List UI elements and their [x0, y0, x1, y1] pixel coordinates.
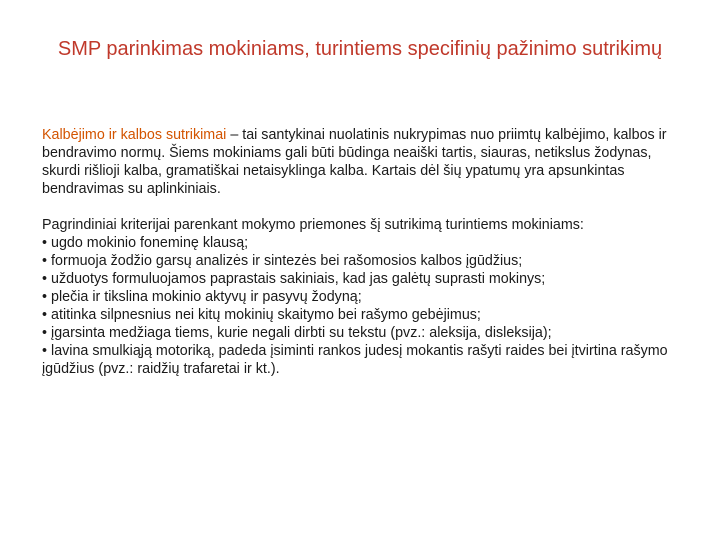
slide-title: SMP parinkimas mokiniams, turintiems specifinių pažinimo sutrikimų [57, 38, 663, 60]
bullet-icon: • [42, 235, 48, 251]
bullet-icon: • [42, 325, 48, 341]
list-item-text: ugdo mokinio foneminę klausą; [51, 235, 249, 251]
list-item-text: užduotys formuluojamos paprastais sakiniais, kad jas galėtų suprasti mokinys; [51, 271, 546, 287]
bullet-icon: • [42, 253, 48, 269]
definition-text: – tai santykinai nuolatinis nukrypimas nuo priimtų kalbėjimo, kalbos ir bendravimo normų. Šiems mokiniams gali būti būdinga neaiški tartis, siauras, netikslus žodynas, skurdi rišlioji kalba, gramatiškai netaisyklinga kalba. Kartais dėl šių ypatumų yra apsunkintas bendravimas su aplinkiniais. [42, 127, 667, 197]
bullet-icon: • [42, 289, 48, 305]
list-item [42, 342, 692, 378]
list-item-text: įgarsinta medžiaga tiems, kurie negali dirbti su tekstu (pvz.: aleksija, disleksija); [51, 325, 552, 341]
list-item [42, 288, 692, 306]
list-item-text: plečia ir tikslina mokinio aktyvų ir pasyvų žodyną; [51, 289, 362, 305]
list-item [42, 306, 692, 324]
list-item-text: atitinka silpnesnius nei kitų mokinių skaitymo bei rašymo gebėjimus; [51, 307, 481, 323]
criteria-intro: Pagrindiniai kriterijai parenkant mokymo priemones šį sutrikimą turintiems mokiniams: [42, 217, 584, 233]
definition-term: Kalbėjimo ir kalbos sutrikimai [42, 127, 227, 143]
list-item [42, 234, 692, 252]
list-item [42, 324, 692, 342]
list-item [42, 270, 692, 288]
criteria-list [42, 234, 692, 378]
bullet-icon: • [42, 271, 48, 287]
definition-paragraph [42, 126, 692, 198]
bullet-icon: • [42, 307, 48, 323]
list-item [42, 252, 692, 270]
list-item-text: formuoja žodžio garsų analizės ir sintezės bei rašomosios kalbos įgūdžius; [51, 253, 523, 269]
bullet-icon: • [42, 343, 48, 359]
slide-body [42, 126, 692, 378]
list-item-text: lavina smulkiąją motoriką, padeda įsiminti rankos judesį mokantis rašyti raides bei įtvirtina rašymo įgūdžius (pvz.: raidžių trafaretai ir kt.). [42, 343, 668, 377]
